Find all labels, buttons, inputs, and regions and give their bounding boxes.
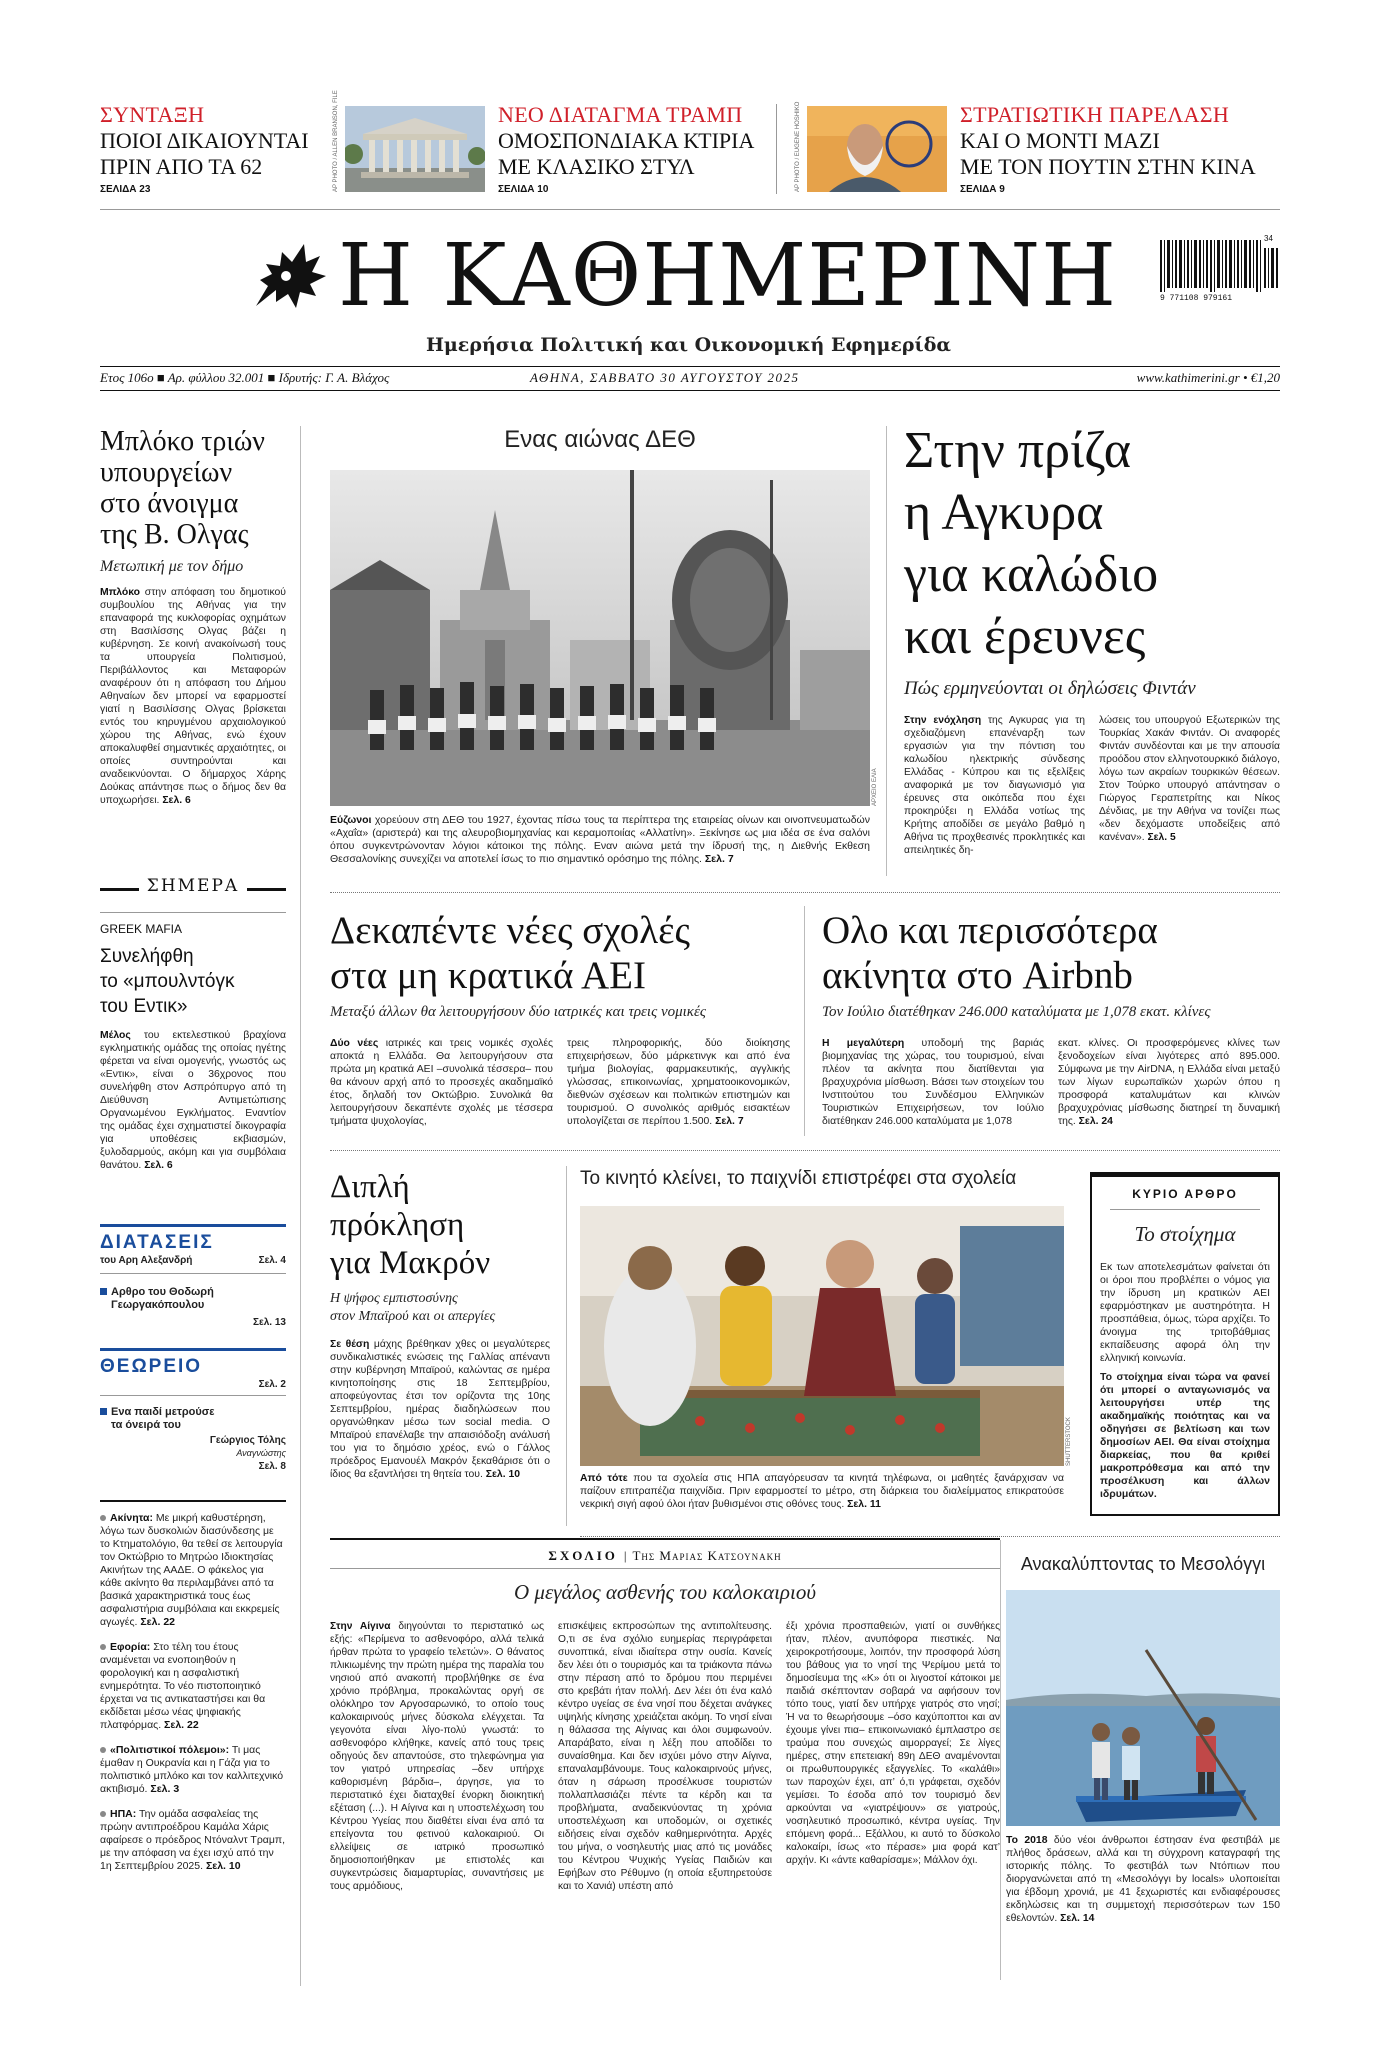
mesologgi-caption <box>1006 1834 1280 1925</box>
headline-line: ακίνητα στο Airbnb <box>822 954 1133 997</box>
brief-lead: ΗΠΑ: <box>110 1808 137 1820</box>
simera-label-wrap <box>100 876 286 896</box>
brief-body: Στο τέλη του έτους αναμένεται να ενοποιηθούν η φορολογική και η ασφαλιστική ενημερότητα. Το νέο πιστοποιητικό έρχεται να τις αντικαταστήσει και θα εκδίδεται μέσω νέας ψηφιακής πλατφόρμας. <box>100 1641 266 1731</box>
body-text: ιατρικές και τρεις νομικές σχολές αποκτά η Ελλάδα. Θα λειτουργήσουν στα πρώτα μη κρατικά ΑΕΙ –συνολικά τέσσερα– που θα κάνουν αρχή από το προσεχές ακαδημαϊκό έτος, δηλαδή τον Οκτώβριο. Συνολικά θα λειτουργήσουν δεκαπέντε σχολές με τέσσερα τμήματα ψυχολογίας, <box>330 1038 553 1127</box>
editorial-title: Το στοίχημα <box>1134 1222 1236 1246</box>
teaser-pension[interactable] <box>100 102 320 195</box>
body-text: της Αγκυρας για τη σχεδιαζόμενη επανέναρξη των εργασιών για την πόντιση του καλωδίου ηλεκτρικής σύνδεσης Ελλάδας - Κύπρου και τις εξελίξεις αναφορικά με τον διαγωνισμό για έρευνες στα οικόπεδα που έχει προκηρύξει η Ελλάδα νοτίως της Κρήτης αποδίδει σε μεγάλο βαθμό η Αθήνα τις προχθεσινές προκλητικές και απειλητικές δη- <box>904 715 1085 856</box>
diataseis-thin-rule <box>100 1273 286 1274</box>
deth-photo <box>330 470 870 806</box>
page-ref: Σελ. 10 <box>205 1860 241 1872</box>
theoreio-thin-rule <box>100 1395 286 1396</box>
teaser-headline-line: ΜΕ ΤΟΝ ΠΟΥΤΙΝ ΣΤΗΝ ΚΙΝΑ <box>960 154 1256 179</box>
barcode <box>1160 234 1280 310</box>
teaser-trump[interactable] <box>498 102 768 195</box>
teaser-headline-line: ΟΜΟΣΠΟΝΔΙΑΚΑ ΚΤΙΡΙΑ <box>498 128 755 153</box>
headline-line: της Β. Ολγας <box>100 519 249 550</box>
theoreio-author-page: Σελ. 8 <box>258 1461 286 1472</box>
item-line: Ενα παιδί μετρούσε <box>111 1406 215 1418</box>
row-divider-3 <box>580 1536 1280 1537</box>
brief-body: Τι μας έμαθαν η Ουκρανία και η Γάζα για το πολιτιστικό μπλόκο και τον καλλιτεχνικό ακτιβισμό. <box>100 1744 284 1795</box>
main-story[interactable] <box>904 420 1280 857</box>
griffin-logo <box>246 236 332 316</box>
page-ref: Σελ. 14 <box>1060 1913 1095 1924</box>
column-author: Της Μαριας Κατσουνακη <box>632 1548 782 1563</box>
editorial-body-2: Το στοίχημα είναι τώρα να φανεί ότι μπορεί ο ανταγωνισμός να λειτουργήσει υπέρ της ακαδημαϊκής ποιότητας και να οδηγήσει σε βελτίωση και των δημοσίων ΑΕΙ. Θα είναι στοίχημα διαρκείας, που θα κριθεί μακροπρόθεσμα και από την προσέλκυση και άλλων ιδρυμάτων. <box>1100 1371 1270 1500</box>
headline-line: Μπλόκο τριών <box>100 426 265 457</box>
main-story-col-1 <box>904 714 1085 857</box>
item-line: Αρθρο του Θοδωρή <box>111 1286 214 1298</box>
brief-item[interactable] <box>100 1512 286 1629</box>
teaser-headline-line: ΚΑΙ Ο ΜΟΝΤΙ ΜΑΖΙ <box>960 128 1160 153</box>
item-line: τα όνειρά του <box>111 1419 181 1431</box>
left-column-divider <box>300 426 301 1986</box>
phone-photo-credit: SHUTTERSTOCK <box>1066 1417 1072 1466</box>
theoreio-block[interactable] <box>100 1356 286 1473</box>
diataseis-label: ΔΙΑΤΑΣΕΙΣ <box>100 1232 214 1253</box>
teaser-page: ΣΕΛΙΔΑ 9 <box>960 184 1005 195</box>
center-divider-top <box>886 426 887 876</box>
lead-word: Η μεγαλύτερη <box>822 1038 905 1049</box>
griffin-logo-icon <box>246 236 332 316</box>
diataseis-page: Σελ. 4 <box>258 1255 286 1266</box>
teaser-kicker: ΣΤΡΑΤΙΩΤΙΚΗ ΠΑΡΕΛΑΣΗ <box>960 102 1230 127</box>
teaser-headline-line: ΜΕ ΚΛΑΣΙΚΟ ΣΤΥΛ <box>498 154 695 179</box>
page-ref: Σελ. 22 <box>164 1719 199 1731</box>
headline-line: το «μπουλντόγκ <box>100 971 235 992</box>
main-story-col-2 <box>1099 714 1280 857</box>
simera-kicker: GREEK MAFIA <box>100 922 183 936</box>
schools-columns <box>330 1037 790 1128</box>
deth-caption <box>330 814 870 866</box>
airbnb-subhead: Τον Ιούλιο διατέθηκαν 246.000 καταλύματα με 1,078 εκατ. κλίνες <box>822 1004 1211 1020</box>
simera-body <box>100 1029 286 1172</box>
editorial-label: ΚΥΡΙΟ ΑΡΘΡΟ <box>1132 1187 1238 1201</box>
schools-col-2 <box>567 1037 790 1128</box>
headline-line: Ολο και περισσότερα <box>822 909 1158 952</box>
body-text: υποδομή της βαριάς βιομηχανίας της χώρας, του τουρισμού, είναι πλέον τα ακίνητα που διατίθενται για βραχυχρόνια μίσθωση. Βάσει των στοιχείων του Ινστιτούτου του Συνδέσμου Ελληνικών Τουριστικών Επιχειρήσεων, τον Ιούλιο διατέθηκαν 246.000 καταλύματα με 1,078 <box>822 1038 1044 1127</box>
teaser-parade[interactable] <box>960 102 1280 195</box>
lead-word: Μέλος <box>100 1030 131 1041</box>
modi-portrait-image <box>807 106 947 192</box>
schools-story[interactable] <box>330 908 790 1128</box>
headline-line: Δεκαπέντε νέες σχολές <box>330 909 690 952</box>
item-line: Γεωργακόπουλου <box>111 1299 205 1311</box>
teaser-photo-credit: AP PHOTO / ALLEN BRANSON, FILE <box>333 90 339 192</box>
row-divider-2 <box>330 1150 1280 1151</box>
column-col-2: επισκέψεις εκπροσώπων της αντιπολίτευσης. Ο,τι σε ένα σχόλιο ευημερίας περιγράφεται συνοπτικά, είναι ιδιαίτερα στην ουσία. Κανείς δεν λέει ότι ο τουρισμός και τα τριάκοντα πάνω στην πέραση από το δρόμου που περιμένει στο κρεβάτι ήταν πολλή. Δεν λέει ότι ένα καλό κέντρο υγείας σε ένα νησί που δέχεται ανάγκες υψηλής κίνησης χρειάζεται ακόμη. Το νησί είναι η θάλασσα της Αίγινας και όλοι συμφωνούν. Απαράβατο, είναι η λέξη που αποδίδει το συναίσθημα. Και δεν ισχύει μόνο στην Αίγινα, επαναλαμβάνουμε. Τους καλοκαιρινούς μήνες, όταν η σάρωση προσέλκυσε τουριστών πολλαπλασιάζει πέντε τα κέρδη και τα προβλήματα, αναδεικνύοντας τη χρόνια υποστελέχωση και υποδομών, οι σχετικές ειδήσεις είναι σχεδόν καθημερινότητα. Αρχές του μήνα, ο νοσηλευτής μιας από τις μονάδες του Κέντρου Ψυχικής Υγείας Παιδιών και Εφήβων στο Ρέθυμνο (η οποία εξυπηρετούσε και το Χανιά) υπέστη από <box>558 1621 772 1892</box>
diataseis-item-page: Σελ. 13 <box>253 1317 286 1328</box>
page-ref: Σελ. 5 <box>1147 832 1176 843</box>
macron-divider <box>566 1166 567 1526</box>
page-ref: Σελ. 22 <box>140 1616 175 1628</box>
students-playing-photo-image <box>580 1206 1064 1466</box>
theoreio-page: Σελ. 2 <box>258 1379 286 1390</box>
issue-info: Ετος 106ο ■ Αρ. φύλλου 32.001 ■ Ιδρυτής: Γ. Α. Βλάχος <box>100 370 390 385</box>
page-ref: Σελ. 6 <box>144 1160 173 1171</box>
schools-subhead: Μεταξύ άλλων θα λειτουργήσουν δύο ιατρικές και τρεις νομικές <box>330 1004 706 1020</box>
brief-item[interactable] <box>100 1641 286 1732</box>
deth-1927-photo-image <box>330 470 870 806</box>
theoreio-item[interactable] <box>100 1406 286 1432</box>
caption-text: δύο νέοι άνθρωποι έστησαν ένα φεστιβάλ με πλήθος δράσεων, αλλά και τη σύγχρονη καταγραφή της ιστορικής πόλης. Το φεστιβάλ των Ντόπιων που διοργανώνεται από τη «Μεσολόγγι by locals» υλοποιείται για έβδομη χρονιά, με 41 ξεχωριστές και ενδιαφέρουσες εκδηλώσεις και τη συμμετοχή περισσότερων των 150 εθελοντών. <box>1006 1835 1280 1924</box>
teaser-kicker: ΣΥΝΤΑΞΗ <box>100 102 205 127</box>
main-story-subhead: Πώς ερμηνεύονται οι δηλώσεις Φιντάν <box>904 678 1196 699</box>
diataseis-block[interactable] <box>100 1232 286 1329</box>
caption-text: χορεύουν στη ΔΕΘ του 1927, έχοντας πίσω τους τα περίπτερα της εταιρείας οίνων και οινοπνευματωδών «Αχαΐα» (αριστερά) και της αλευροβιομηχανίας και κεραμοποιίας «Αλλατίνη». Ξεκίνησε ως μια ιδέα σε ένα σαλόνι όπου συγκεντρώνονταν λόγιοι κάτοικοι της πόλης. Εναν αιώνα μετά την ίδρυσή της, η Διεθνής Εκθεση Θεσσαλονίκης συνεχίζει να αποτελεί ίσως το πιο σημαντικό ορόσημο της πόλης. <box>330 814 870 865</box>
column-col-3: έξι χρόνια προσπαθειών, γιατί οι συνθήκες ήταν, πλέον, ανυπόφορα πιεστικές. Να χειροκροτήσουμε, λοιπόν, την προσφορά λύση του βάθους για το νησί της Ψερίμου μετά το δημοσίευμα της «Κ» ότι οι λιγοστοί κάτοικοι με παιδιά σκέπτονταν σοβαρά να αφήσουν τον τόπο τους, γιατί δεν υπήρχε γιατρός στο νησί; Ή να το θεωρήσουμε –όσο καχύποπτοι και αν έχουμε γίνει πια– επικοινωνιακό έμπλαστρο σε τραύμα που συνεχώς αιμορραγεί; Σε λίγες ημέρες, στην επετειακή 89η ΔΕΘ αναμένονται οι πρωθυπουργικές εξαγγελίες. Το «καλάθι» των παροχών έχει, απ’ ό,τι γράφεται, σχεδόν γεμίσει. Το έσοδα από τον τουρισμό δεν αρκούνται να «γιατρέψουν» σε γιατρούς, νοσηλευτικό προσωπικό, κέντρα υγείας. Την επόμενη φορά... Εξάλλου, κι αυτό το δύσκολο καλοκαίρι, ίσως «το πέρασε» μια φορά κατ’ αρχήν. Κι «άντε καθαρίσαμε»; Μάλλον όχι. <box>786 1621 1000 1866</box>
headline-line: για καλώδιο <box>904 546 1159 603</box>
mesologgi-photo <box>1006 1590 1280 1826</box>
headline-line: και έρευνες <box>904 608 1146 665</box>
macron-subhead <box>330 1290 550 1326</box>
headline-line: Στην πρίζα <box>904 422 1132 479</box>
airbnb-story[interactable] <box>822 908 1280 1128</box>
teaser-photo-modi <box>807 106 947 192</box>
federal-building-image <box>345 106 485 192</box>
mesologgi-lagoon-photo-image <box>1006 1590 1280 1826</box>
editorial-box[interactable] <box>1090 1172 1280 1516</box>
macron-body <box>330 1338 550 1481</box>
simera-story[interactable] <box>100 922 286 1172</box>
simera-thin-rule <box>100 912 286 913</box>
headline-line: Διπλή <box>330 1169 410 1205</box>
teaser-headline-line: ΠΡΙΝ ΑΠΟ ΤΑ 62 <box>100 154 263 179</box>
barcode-icon <box>1160 240 1280 298</box>
page-ref: Σελ. 24 <box>1078 1116 1113 1127</box>
caption-text: που τα σχολεία στις ΗΠΑ απαγόρευσαν τα κινητά τηλέφωνα, οι μαθητές ξανάρχισαν να παίζουν επιτραπέζια παιχνίδια. Πριν εφαρμοστεί το μέτρο, στη διάρκεια του διαλείμματος επικρατούσε νεκρική σιγή αφού όλοι ήταν βυθισμένοι στις οθόνες τους. <box>580 1473 1064 1510</box>
body-text: τρεις πληροφορικής, δύο διοίκησης επιχειρήσεων, δύο μάρκετινγκ και από ένα τμήμα βιολογίας, φαρμακευτικής, αγγλικής γλώσσας, επικοινωνίας, χρηματοοικονομικών, διεθνών σχέσεων και πολιτικών επιστημών και τουρισμού. Ο συνολικός αριθμός εισακτέων υπολογίζεται σε περίπου 1.500. <box>567 1038 790 1127</box>
body-text: μάχης βρέθηκαν χθες οι μεγαλύτερες συνδικαλιστικές ενώσεις της Γαλλίας απέναντι στην κυβέρνηση Μπαϊρού, καλώντας σε ημέρα κινητοποίησης στις 18 Σεπτεμβρίου, αποφεύγοντας έτσι τον ορίζοντα της 10ης Σεπτεμβρίου, ημέρας διαδηλώσεων που οργανώθηκαν μέσω των social media. Ο Μπαϊρού επανέλαβε την απαισιόδοξη ανάλυσή του για το δημόσιο χρέος, ενώ ο Γάλλος πρόεδρος Εμανουέλ Μακρόν ξεκαθάρισε ότι ο ίδιος θα εξαντλήσει τη θητεία του. <box>330 1339 550 1480</box>
brief-lead: «Πολιτιστικοί πόλεμοι»: <box>110 1744 230 1756</box>
simera-label: ΣΗΜΕΡΑ <box>139 876 247 896</box>
left-story-subhead: Μετωπική με τον δήμο <box>100 558 244 575</box>
square-bullet-icon <box>100 1288 107 1295</box>
column-col-1 <box>330 1620 544 1893</box>
theoreio-label: ΘΕΩΡΕΙΟ <box>100 1356 203 1377</box>
round-bullet-icon <box>100 1644 106 1650</box>
lead-word: Σε θέση <box>330 1339 370 1350</box>
airbnb-headline <box>822 908 1280 998</box>
left-story[interactable] <box>100 426 286 807</box>
round-bullet-icon <box>100 1515 106 1521</box>
airbnb-col-2 <box>1058 1037 1280 1128</box>
headline-line: Συνελήφθη <box>100 946 194 967</box>
main-story-columns <box>904 714 1280 857</box>
theoreio-rule <box>100 1348 286 1351</box>
airbnb-col-1 <box>822 1037 1044 1128</box>
headline-line: υπουργείων <box>100 457 233 488</box>
headline-line: στο άνοιγμα <box>100 488 239 519</box>
mesologgi-title: Ανακαλύπτοντας το Μεσολόγγι <box>1020 1554 1266 1574</box>
lead-word: Στην Αίγινα <box>330 1621 391 1632</box>
subhead-line: Η ψήφος εμπιστοσύνης <box>330 1291 458 1306</box>
column-separator: | <box>623 1548 627 1563</box>
lead-word: Δύο νέες <box>330 1038 379 1049</box>
diataseis-author: του Αρη Αλεξανδρή <box>100 1255 193 1266</box>
theoreio-author: Γεώργιος Τόλης <box>209 1435 286 1446</box>
column-columns <box>330 1620 1000 1893</box>
issue-price: www.kathimerini.gr • €1,20 <box>1136 370 1280 385</box>
page-ref: Σελ. 11 <box>847 1499 881 1510</box>
page-ref: Σελ. 3 <box>150 1783 180 1795</box>
body-text: στην απόφαση του δημοτικού συμβουλίου της Αθήνας για την επαναφορά της κυκλοφορίας οχημάτων στη Βασιλίσσης Ολγας βάζει η κυβέρνηση. Σε κοινή ανακοίνωσή τους τα υπουργεία Πολιτισμού, Περιβάλλοντος και Μεταφορών αναφέρουν ότι η απόφαση του Δήμου Αθηναίων δεν μπορεί να εφαρμοστεί γιατί η Βασιλίσσης Ολγας βρίσκεται εντός του κηρυγμένου αρχαιολογικού χώρου της Αθήνας, ενώ έχουν αποκαλυφθεί σημαντικές αρχαιότητες, οι οποίες συντηρούνται και αναδεικνύονται. Ο δήμαρχος Χάρης Δούκας απάντησε πως ο δήμος δεν θα υποχωρήσει. <box>100 587 286 806</box>
lead-word: Το 2018 <box>1006 1835 1048 1846</box>
issue-date: ΑΘΗΝΑ, ΣΑΒΒΑΤΟ 30 ΑΥΓΟΥΣΤΟΥ 2025 <box>530 370 800 385</box>
teaser-divider <box>776 104 777 194</box>
teaser-kicker: ΝΕΟ ΔΙΑΤΑΓΜΑ ΤΡΑΜΠ <box>498 102 743 127</box>
round-bullet-icon <box>100 1747 106 1753</box>
main-story-headline <box>904 420 1280 668</box>
masthead-rule-bottom <box>100 390 1280 391</box>
brief-item[interactable] <box>100 1808 286 1873</box>
column-rule-top <box>330 1538 1000 1540</box>
teaser-photo-credit: AP PHOTO / EUGENE HOSHIKO <box>795 101 801 192</box>
briefs-list <box>100 1512 286 1873</box>
deth-photo-credit: ΑΡΧΕΙΟ ΕΛΙΑ <box>872 768 878 806</box>
briefs-rule <box>100 1500 286 1502</box>
editorial-rule <box>1110 1209 1260 1210</box>
brief-lead: Εφορία: <box>110 1641 151 1653</box>
left-story-headline <box>100 426 286 550</box>
masthead-title: Η ΚΑΘΗΜΕΡΙΝΗ <box>338 226 1118 326</box>
left-story-body <box>100 586 286 807</box>
body-text: λώσεις του υπουργού Εξωτερικών της Τουρκίας Χακάν Φιντάν. Οι αναφορές Φιντάν συνδέονται και με την απουσία προόδου στον ελληνοτουρκικό διάλογο, λόγω των ακραίων τουρκικών θέσεων. Στον Τούρκο υπουργό απάντησαν ο Γιώργος Γεραπετρίτης και Νίκος Δένδιας, με την Αθήνα να τονίζει πως «δεν δεχόμαστε υποδείξεις από κανέναν». <box>1099 715 1280 843</box>
column-title: Ο μεγάλος ασθενής του καλοκαιριού <box>514 1580 816 1604</box>
barcode-issue: 34 <box>1264 234 1273 243</box>
top-rule <box>100 209 1280 210</box>
brief-lead: Ακίνητα: <box>110 1512 153 1524</box>
square-bullet-icon <box>100 1408 107 1415</box>
headline-line: η Αγκυρα <box>904 484 1104 541</box>
barcode-number: 9 771108 979161 <box>1160 294 1233 303</box>
schools-airbnb-divider <box>804 906 805 1136</box>
lead-word: Στην ενόχληση <box>904 715 982 726</box>
brief-body: Με μικρή καθυστέρηση, λόγω των δυσκολιών διασύνδεσης με το Κτηματολόγιο, θα τεθεί σε λειτουργία τον Οκτώβριο το Μητρώο Ιδιοκτησίας Ακινήτων της ΑΑΔΕ. Ο φάκελος για κάθε ακίνητο θα περιλαμβάνει από τα βασικά χαρακτηριστικά τους έως ασφαλιστήρια συμβόλαια και εκκρεμείς αγωγές. <box>100 1512 283 1628</box>
teaser-photo-building <box>345 106 485 192</box>
diataseis-item[interactable] <box>100 1286 286 1312</box>
body-text: εκατ. κλίνες. Οι προσφερόμενες κλίνες των ξενοδοχείων είναι λιγότερες από 895.000. Σύμφωνα με την AirDNA, η Ελλάδα είναι μεταξύ των λίγων ευρωπαϊκών χωρών όπου η προσφορά καταλυμάτων και κλινών βραχυχρόνιας μίσθωσης διατηρεί τη δυναμική της. <box>1058 1038 1280 1127</box>
masthead-rule-top <box>100 366 1280 367</box>
phone-title: Το κινητό κλείνει, το παιχνίδι επιστρέφει στα σχολεία <box>580 1168 1017 1189</box>
schools-headline <box>330 908 790 998</box>
brief-item[interactable] <box>100 1744 286 1796</box>
lead-word: Από τότε <box>580 1473 628 1484</box>
headline-line: για Μακρόν <box>330 1245 491 1281</box>
column-header <box>330 1548 1000 1564</box>
editorial-body-1: Εκ των αποτελεσμάτων φαίνεται ότι οι όροι που προβλέπει ο νόμος για την ίδρυση μη κρατικών ΑΕΙ εφαρμόστηκαν με αυστηρότητα. Η προσπάθεια, όμως, τώρα αρχίζει. Το άνοιγμα της τριτοβάθμιας εκπαίδευσης αφορά όλη την ελληνική κοινωνία. <box>1100 1261 1270 1364</box>
page-ref: Σελ. 10 <box>485 1469 521 1480</box>
body-text: του εκτελεστικού βραχίονα εγκληματικής ομάδας της οποίας ηγέτης φέρεται να είναι ομογενής, γνωστός ως «Εντικ», είναι ο 36χρονος που συνελήφθη στον Ασπρόπυργο από τη Διεύθυνση Αντιμετώπισης Οργανωμένου Εγκλήματος. Εναντίον της ομάδας έχει σχηματιστεί δικογραφία για υποθέσεις εκβιασμών, ξυλοδαρμούς, ακόμη και για συμβόλαια θανάτου. <box>100 1030 286 1171</box>
teaser-page: ΣΕΛΙΔΑ 23 <box>100 184 151 195</box>
simera-headline <box>100 944 286 1019</box>
deth-title: Ενας αιώνας ΔΕΘ <box>504 426 696 453</box>
lead-word: Μπλόκο <box>100 587 141 598</box>
column-label: ΣΧΟΛΙΟ <box>548 1548 618 1563</box>
theoreio-author-role: Αναγνώστης <box>236 1448 286 1458</box>
subhead-line: στον Μπαϊρού και οι απεργίες <box>330 1309 496 1324</box>
round-bullet-icon <box>100 1811 106 1817</box>
body-text: διηγούνται το περιστατικό ως εξής: «Περίμενα το ασθενοφόρο, αλλά τελικά ήρθαν πρώτα το γραφείο τελετών». Ο θάνατος πλικιωμένης την πρώτη ημέρα της παραλία του νησιού από ανακοπή προβλήθηκε σε ένα χρόνιο πρόβλημα, προκαλώντας οργή σε ολόκληρο τον Αργοσαρωνικό, το οποίο τους καλοκαιρινούς μήνες δύσκολα ελέγχεται. Τα γεγονότα είναι λίγο-πολύ γνωστά: το ασθενοφόρο κλήθηκε, κανείς από τους τρεις οδηγούς δεν απαντούσε, στο τηλεφώνημα για τον γιατρό υπηρεσίας –δεν υπήρχε καθορισμένη βάρδια–, άργησε, για το περιστατικό έχει διαταχθεί ένορκη διοικητική εξέταση (...). Η Αίγινα και η υποστελέχωση του Κέντρου Υγείας που διαθέτει είναι ένα από τα επείγοντα του φετινού καλοκαιριού. Οι ελλείψεις σε ιατρικό προσωπικό δημοσιοποιήθηκαν με επιστολές και συγκεντρώσεις διαμαρτυρίας, συναντήσεις με τους αρμόδιους, <box>330 1621 544 1892</box>
brief-body: Την ομάδα ασφαλείας της πρώην αντιπροέδρου Καμάλα Χάρις αφαίρεσε ο πρόεδρος Ντόναλντ Τραμπ, με την απόφαση να έχει ισχύ από την 1η Σεπτεμβρίου 2025. <box>100 1808 286 1872</box>
macron-story[interactable] <box>330 1168 550 1481</box>
macron-headline <box>330 1168 550 1282</box>
headline-line: πρόκληση <box>330 1207 465 1243</box>
phone-photo <box>580 1206 1064 1466</box>
page-ref: Σελ. 7 <box>715 1116 744 1127</box>
teaser-page: ΣΕΛΙΔΑ 10 <box>498 184 549 195</box>
column-rule-bottom <box>330 1568 1000 1569</box>
airbnb-columns <box>822 1037 1280 1128</box>
headline-line: στα μη κρατικά ΑΕΙ <box>330 954 646 997</box>
page-ref: Σελ. 6 <box>162 795 191 806</box>
mesologgi-divider <box>1000 1540 1001 1980</box>
diataseis-rule <box>100 1224 286 1227</box>
diataseis-line <box>100 1254 286 1267</box>
teaser-headline-line: ΠΟΙΟΙ ΔΙΚΑΙΟΥΝΤΑΙ <box>100 128 309 153</box>
headline-line: του Εντικ» <box>100 996 188 1017</box>
page-ref: Σελ. 7 <box>704 853 734 865</box>
schools-col-1 <box>330 1037 553 1128</box>
phone-caption <box>580 1472 1064 1511</box>
lead-word: Εύζωνοι <box>330 814 372 826</box>
masthead-subtitle: Ημερήσια Πολιτική και Οικονομική Εφημερίδα <box>425 334 952 356</box>
row-divider-1 <box>330 892 1280 893</box>
